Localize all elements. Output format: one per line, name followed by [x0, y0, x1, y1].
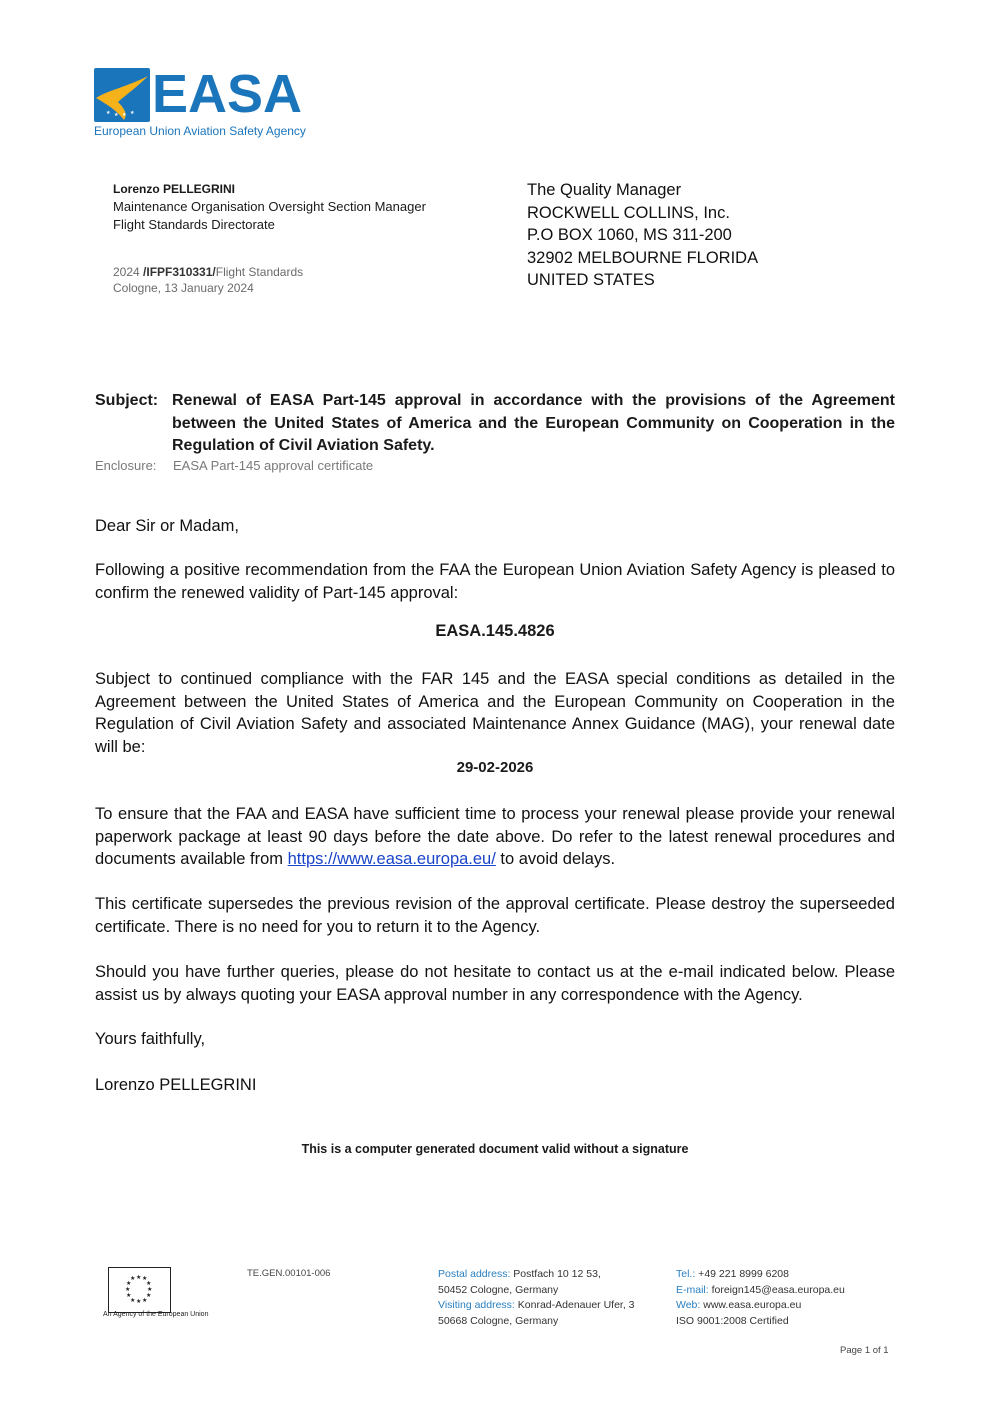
easa-website-link[interactable]: https://www.easa.europa.eu/ — [287, 850, 496, 869]
website — [676, 1298, 845, 1314]
sender-name: Lorenzo PELLEGRINI — [113, 182, 236, 196]
postal-address — [438, 1267, 635, 1283]
recipient-line: 32902 MELBOURNE FLORIDA — [527, 248, 759, 267]
svg-text:★: ★ — [126, 1292, 132, 1299]
svg-text:★: ★ — [142, 1275, 148, 1282]
svg-text:★: ★ — [136, 1274, 142, 1281]
paragraph-1: Following a positive recommendation from the FAA the European Union Aviation Safety Agency is pleased to confirm the renewed validity of Part-145 approval: — [95, 561, 895, 602]
paragraph-3-text: To ensure that the FAA and EASA have sufficient time to process your renewal please provide your renewal paperwork package at least 90 days before the date above. Do refer to the latest renewal procedures and documents available from — [95, 805, 895, 869]
eu-caption: An Agency of the European Union — [103, 1311, 209, 1318]
web-label: Web: — [676, 1299, 701, 1311]
reference-block — [113, 264, 303, 296]
signature-name: Lorenzo PELLEGRINI — [95, 1076, 257, 1094]
paragraph-5: Should you have further queries, please do not hesitate to contact us at the e-mail indicated below. Please assist us by always quoting your EASA approval number in any correspondence with the Agency. — [95, 963, 895, 1004]
visiting-address — [438, 1298, 635, 1314]
subject-label: Subject: — [95, 392, 159, 409]
recipient-line: ROCKWELL COLLINS, Inc. — [527, 203, 730, 222]
svg-text:★: ★ — [106, 110, 111, 116]
iso-certification: ISO 9001:2008 Certified — [676, 1314, 789, 1327]
recipient-line: UNITED STATES — [527, 271, 655, 290]
recipient-line: P.O BOX 1060, MS 311-200 — [527, 226, 732, 245]
visiting-value: Konrad-Adenauer Ufer, 3 — [514, 1299, 635, 1311]
contact-block — [676, 1267, 845, 1329]
easa-emblem-icon — [94, 68, 150, 122]
ref-code: /IFPF310331/ — [143, 265, 216, 279]
approval-number: EASA.145.4826 — [435, 622, 555, 640]
easa-logo — [94, 64, 324, 140]
sender-directorate: Flight Standards Directorate — [113, 217, 275, 232]
address-block — [438, 1267, 635, 1329]
sender-title: Maintenance Organisation Oversight Section Manager — [113, 199, 426, 214]
reference-line — [113, 264, 303, 280]
svg-text:★: ★ — [122, 112, 127, 118]
paragraph-3 — [95, 803, 895, 871]
email — [676, 1283, 845, 1299]
paragraph-3-end: to avoid delays. — [495, 850, 616, 869]
svg-text:★: ★ — [130, 110, 135, 116]
email-value[interactable]: foreign145@easa.europa.eu — [708, 1283, 845, 1296]
logo-subtitle: European Union Aviation Safety Agency — [94, 124, 306, 138]
svg-text:★: ★ — [146, 1280, 152, 1287]
telephone — [676, 1267, 845, 1283]
place-date: Cologne, 13 January 2024 — [113, 281, 254, 295]
tel-label: Tel.: — [676, 1268, 696, 1280]
recipient-line: The Quality Manager — [527, 181, 682, 199]
ref-year: 2024 — [113, 265, 144, 279]
sender-block — [113, 180, 426, 234]
salutation: Dear Sir or Madam, — [95, 517, 239, 535]
closing: Yours faithfully, — [95, 1030, 206, 1048]
recipient-address — [527, 179, 758, 292]
page-number: Page 1 of 1 — [840, 1345, 889, 1356]
tel-value: +49 221 8999 6208 — [695, 1268, 789, 1280]
web-value[interactable]: www.easa.europa.eu — [700, 1299, 802, 1311]
svg-text:★: ★ — [146, 1292, 152, 1299]
svg-text:★: ★ — [130, 1275, 136, 1282]
enclosure-label: Enclosure: — [95, 458, 157, 473]
enclosure-value: EASA Part-145 approval certificate — [173, 458, 374, 473]
ref-dept: Flight Standards — [215, 265, 304, 279]
svg-text:★: ★ — [130, 1297, 136, 1304]
postal-value: Postfach 10 12 53, — [510, 1268, 601, 1280]
paragraph-2: Subject to continued compliance with the FAR 145 and the EASA special conditions as detailed in the Agreement between the United States of America and the European Community on Cooperation in the Regulation of Civil Aviation Safety and associated Maintenance Annex Guidance (MAG), your renewal date will be: — [95, 670, 895, 756]
svg-text:★: ★ — [142, 1297, 148, 1304]
svg-text:★: ★ — [147, 1286, 153, 1293]
visiting-city: 50668 Cologne, Germany — [438, 1314, 559, 1327]
svg-text:★: ★ — [114, 112, 119, 118]
subject-text: Renewal of EASA Part-145 approval in accordance with the provisions of the Agreement between the United States of America and the European Community on Cooperation in the Regulation of Civil Aviation Safety. — [172, 392, 895, 455]
document-code: TE.GEN.00101-006 — [247, 1268, 331, 1279]
eu-flag-icon — [108, 1267, 171, 1313]
postal-label: Postal address: — [438, 1268, 511, 1280]
visiting-label: Visiting address: — [438, 1299, 515, 1311]
logo-wordmark: EASA — [152, 64, 303, 124]
email-label: E-mail: — [676, 1283, 709, 1296]
svg-text:★: ★ — [125, 1286, 131, 1293]
renewal-date: 29-02-2026 — [456, 759, 534, 776]
svg-text:★: ★ — [136, 1298, 142, 1305]
enclosure-line — [95, 458, 374, 474]
postal-city: 50452 Cologne, Germany — [438, 1283, 559, 1296]
paragraph-4: This certificate supersedes the previous revision of the approval certificate. Please destroy the superseeded certificate. There is no need for you to return it to the Agency. — [95, 895, 895, 936]
computer-generated-note: This is a computer generated document valid without a signature — [301, 1142, 689, 1156]
svg-text:★: ★ — [126, 1280, 132, 1287]
